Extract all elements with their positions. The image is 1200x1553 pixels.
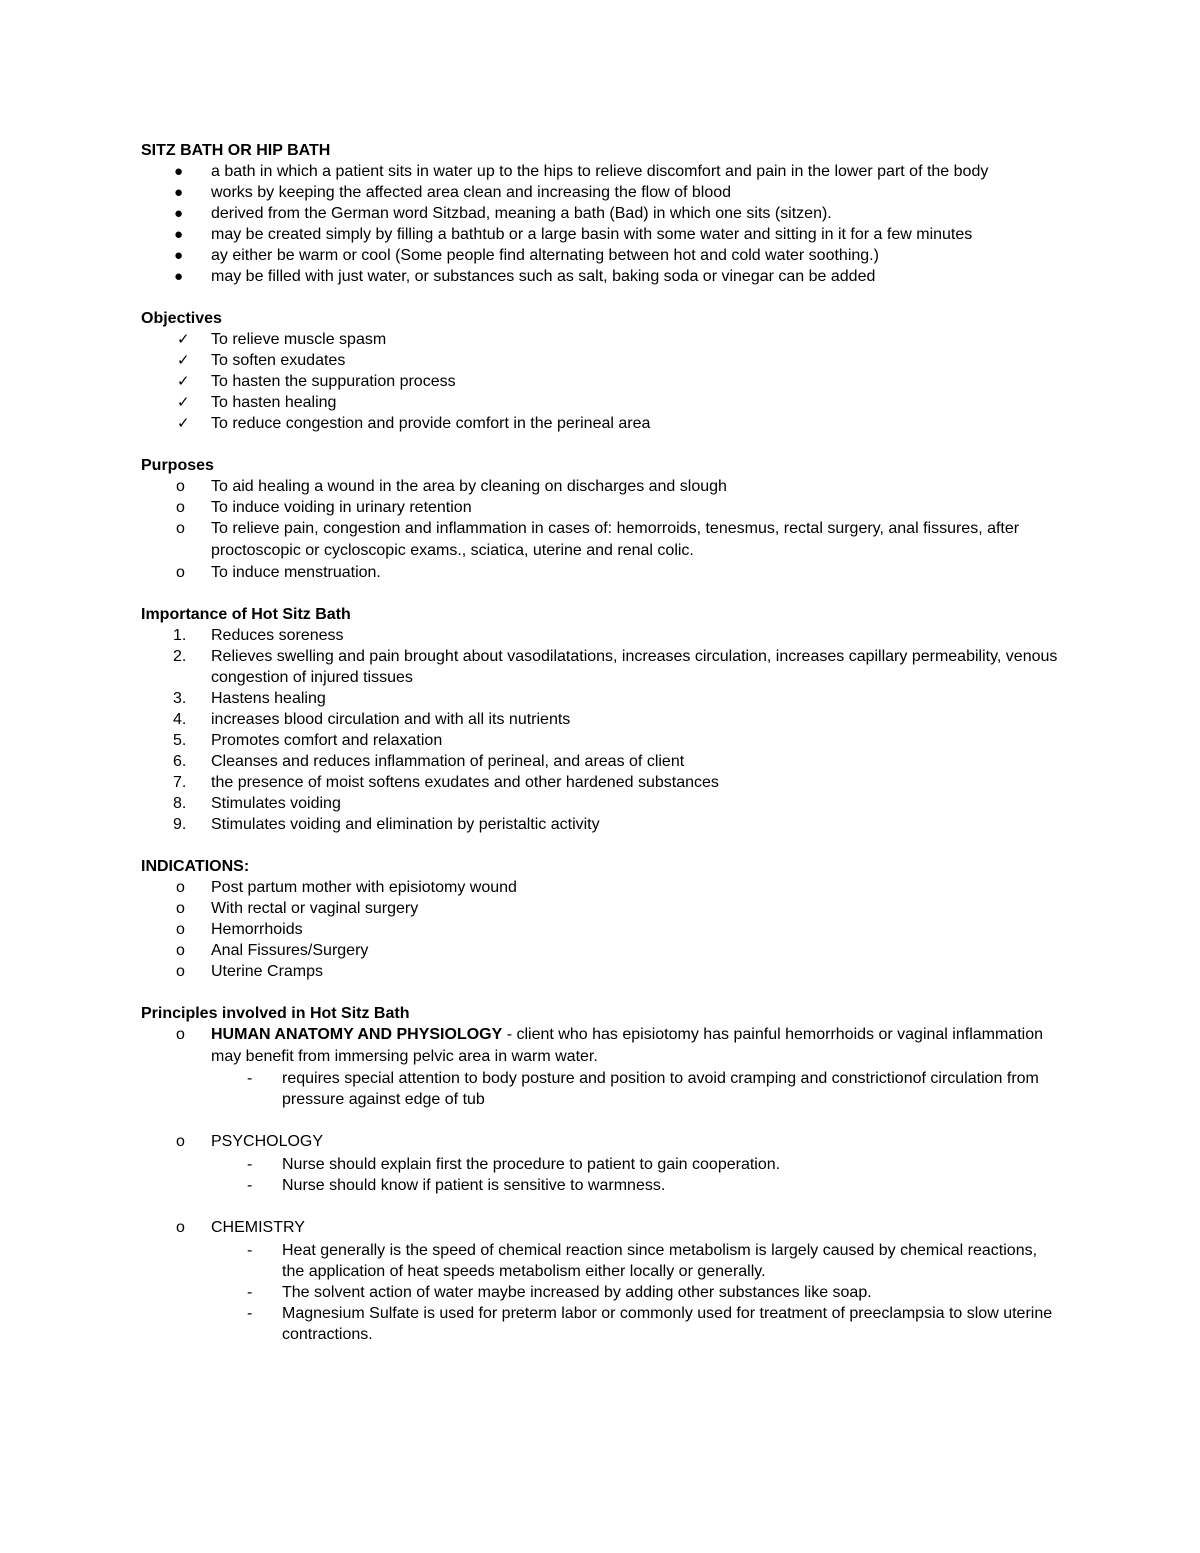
spacer: [141, 1110, 1061, 1131]
list-item: [141, 518, 1061, 562]
section-purposes: [141, 455, 1061, 583]
list-item: [141, 625, 1061, 646]
list-item-text: works by keeping the affected area clean and increasing the flow of blood: [211, 184, 732, 201]
list-item: [141, 1240, 1061, 1282]
list-item-text: ay either be warm or cool (Some people find alternating between hot and cold water soothing.): [211, 247, 879, 264]
list-item: [141, 877, 1061, 898]
list-item-text: Heat generally is the speed of chemical reaction since metabolism is largely caused by chemical reactions, the application of heat speeds metabolism either locally or generally.: [282, 1242, 1038, 1280]
list-item: [141, 730, 1061, 751]
list-item: [141, 476, 1061, 497]
list-item-text: increases blood circulation and with all its nutrients: [211, 711, 571, 728]
checkmark-icon: ✓: [177, 394, 190, 411]
list-item-text: may be filled with just water, or substances such as salt, baking soda or vinegar can be added: [211, 268, 876, 285]
heading-purposes: Purposes: [141, 457, 214, 474]
section-objectives: [141, 308, 1061, 434]
list-number: 7.: [173, 774, 187, 791]
dash-bullet-icon: -: [247, 1070, 253, 1087]
heading-importance: Importance of Hot Sitz Bath: [141, 606, 351, 623]
heading-indications: INDICATIONS:: [141, 858, 250, 875]
list-number: 8.: [173, 795, 187, 812]
heading-objectives: Objectives: [141, 310, 222, 327]
list-item: [141, 413, 1061, 434]
circle-bullet-icon: o: [176, 520, 185, 537]
list-item-text: Nurse should know if patient is sensitive to warmness.: [282, 1177, 666, 1194]
list-number: 9.: [173, 816, 187, 833]
list-item: [141, 1303, 1061, 1345]
list-item-text: Post partum mother with episiotomy wound: [211, 879, 517, 896]
checkmark-icon: ✓: [177, 373, 190, 390]
objectives-check-list: [141, 329, 1061, 434]
circle-bullet-icon: o: [176, 1219, 185, 1236]
list-item: [141, 1175, 1061, 1196]
list-item-anatomy: [141, 1024, 1061, 1110]
list-item-text: The solvent action of water maybe increased by adding other substances like soap.: [282, 1284, 872, 1301]
list-item-text: To reduce congestion and provide comfort in the perineal area: [211, 415, 651, 432]
list-item: [141, 793, 1061, 814]
list-item: [141, 350, 1061, 371]
list-item-text: the presence of moist softens exudates and other hardened substances: [211, 774, 719, 791]
circle-bullet-icon: o: [176, 1133, 185, 1150]
list-item-text: With rectal or vaginal surgery: [211, 900, 419, 917]
checkmark-icon: ✓: [177, 415, 190, 432]
list-item-text: Hemorrhoids: [211, 921, 303, 938]
bullet-icon: ●: [174, 268, 184, 285]
list-item: [141, 329, 1061, 350]
bullet-icon: ●: [174, 184, 184, 201]
anatomy-label: HUMAN ANATOMY AND PHYSIOLOGY: [211, 1026, 503, 1043]
list-item: [141, 898, 1061, 919]
indications-list: [141, 877, 1061, 982]
list-item: [141, 497, 1061, 518]
dash-bullet-icon: -: [247, 1177, 253, 1194]
sitz-bullet-list: [141, 161, 1061, 287]
list-item: [141, 709, 1061, 730]
anatomy-text: - client who has episiotomy has painful hemorrhoids or vaginal inflammation may benefit from immersing pelvic area in warm water.: [211, 1026, 1043, 1065]
list-item-text: To induce menstruation.: [211, 564, 381, 581]
list-item: [141, 371, 1061, 392]
list-item-text: Promotes comfort and relaxation: [211, 732, 443, 749]
psychology-label: PSYCHOLOGY: [211, 1133, 324, 1150]
list-item-psychology: [141, 1131, 1061, 1196]
list-item: [141, 245, 1061, 266]
list-item: [141, 772, 1061, 793]
importance-numbered-list: [141, 625, 1061, 835]
list-item-text: Anal Fissures/Surgery: [211, 942, 369, 959]
list-item-text: Reduces soreness: [211, 627, 344, 644]
list-item-text: Uterine Cramps: [211, 963, 324, 980]
circle-bullet-icon: o: [176, 963, 185, 980]
bullet-icon: ●: [174, 205, 184, 222]
list-item: [141, 814, 1061, 835]
list-item-text: To hasten the suppuration process: [211, 373, 456, 390]
circle-bullet-icon: o: [176, 942, 185, 959]
list-item-text: Nurse should explain first the procedure to patient to gain cooperation.: [282, 1156, 781, 1173]
list-item-text: may be created simply by filling a bathtub or a large basin with some water and sitting in it for a few minutes: [211, 226, 973, 243]
list-item: [141, 919, 1061, 940]
list-item: [141, 688, 1061, 709]
circle-bullet-icon: o: [176, 921, 185, 938]
list-item-text: To soften exudates: [211, 352, 346, 369]
list-item-text: Stimulates voiding: [211, 795, 341, 812]
section-principles: [141, 1003, 1061, 1345]
bullet-icon: ●: [174, 163, 184, 180]
list-number: 1.: [173, 627, 187, 644]
chemistry-sub-list: [141, 1240, 1061, 1345]
section-sitz-bath: [141, 140, 1061, 287]
circle-bullet-icon: o: [176, 879, 185, 896]
chemistry-label: CHEMISTRY: [211, 1219, 305, 1236]
heading-principles: Principles involved in Hot Sitz Bath: [141, 1005, 410, 1022]
checkmark-icon: ✓: [177, 352, 190, 369]
checkmark-icon: ✓: [177, 331, 190, 348]
heading-sitz-bath: SITZ BATH OR HIP BATH: [141, 142, 331, 159]
list-item-text: To hasten healing: [211, 394, 337, 411]
dash-bullet-icon: -: [247, 1305, 253, 1322]
list-item: [141, 203, 1061, 224]
list-item-text: Cleanses and reduces inflammation of perineal, and areas of client: [211, 753, 685, 770]
list-item-text: a bath in which a patient sits in water up to the hips to relieve discomfort and pain in the lower part of the body: [211, 163, 989, 180]
circle-bullet-icon: o: [176, 1026, 185, 1043]
circle-bullet-icon: o: [176, 564, 185, 581]
list-item-text: To induce voiding in urinary retention: [211, 499, 472, 516]
list-item: [141, 646, 1061, 688]
psychology-sub-list: [141, 1154, 1061, 1196]
list-number: 4.: [173, 711, 187, 728]
list-item: [141, 1154, 1061, 1175]
list-item: [141, 161, 1061, 182]
list-item: [141, 182, 1061, 203]
list-item-text: Relieves swelling and pain brought about vasodilatations, increases circulation, increases capillary permeability, venous congestion of injured tissues: [211, 648, 1058, 686]
dash-bullet-icon: -: [247, 1284, 253, 1301]
purposes-list: [141, 476, 1061, 583]
list-number: 5.: [173, 732, 187, 749]
circle-bullet-icon: o: [176, 478, 185, 495]
list-item: [141, 940, 1061, 961]
list-item: [141, 392, 1061, 413]
list-item-text: To aid healing a wound in the area by cleaning on discharges and slough: [211, 478, 727, 495]
list-item: [141, 1282, 1061, 1303]
principles-list: [141, 1024, 1061, 1345]
list-item-text: Stimulates voiding and elimination by peristaltic activity: [211, 816, 600, 833]
spacer: [141, 1196, 1061, 1217]
list-item-text: Magnesium Sulfate is used for preterm labor or commonly used for treatment of preeclampsia to slow uterine contractions.: [282, 1305, 1053, 1343]
list-item: [141, 961, 1061, 982]
list-item-text: To relieve pain, congestion and inflammation in cases of: hemorroids, tenesmus, rectal surgery, anal fissures, after proctoscopic or cycloscopic exams., sciatica, uterine and renal colic.: [211, 520, 1020, 559]
section-indications: [141, 856, 1061, 982]
list-item: [141, 751, 1061, 772]
bullet-icon: ●: [174, 247, 184, 264]
list-item-text: To relieve muscle spasm: [211, 331, 387, 348]
document-page: [141, 140, 1061, 1366]
list-item-text: derived from the German word Sitzbad, meaning a bath (Bad) in which one sits (sitzen).: [211, 205, 832, 222]
list-item: [141, 224, 1061, 245]
list-item-text: Hastens healing: [211, 690, 326, 707]
list-item: [141, 1068, 1061, 1110]
section-importance: [141, 604, 1061, 835]
list-item-text: requires special attention to body posture and position to avoid cramping and constrictionof circulation from pressure against edge of tub: [282, 1070, 1039, 1108]
list-item-chemistry: [141, 1217, 1061, 1345]
list-number: 6.: [173, 753, 187, 770]
list-number: 3.: [173, 690, 187, 707]
circle-bullet-icon: o: [176, 900, 185, 917]
bullet-icon: ●: [174, 226, 184, 243]
anatomy-sub-list: [141, 1068, 1061, 1110]
dash-bullet-icon: -: [247, 1156, 253, 1173]
list-item: [141, 266, 1061, 287]
dash-bullet-icon: -: [247, 1242, 253, 1259]
list-item: [141, 562, 1061, 583]
circle-bullet-icon: o: [176, 499, 185, 516]
list-number: 2.: [173, 648, 187, 665]
